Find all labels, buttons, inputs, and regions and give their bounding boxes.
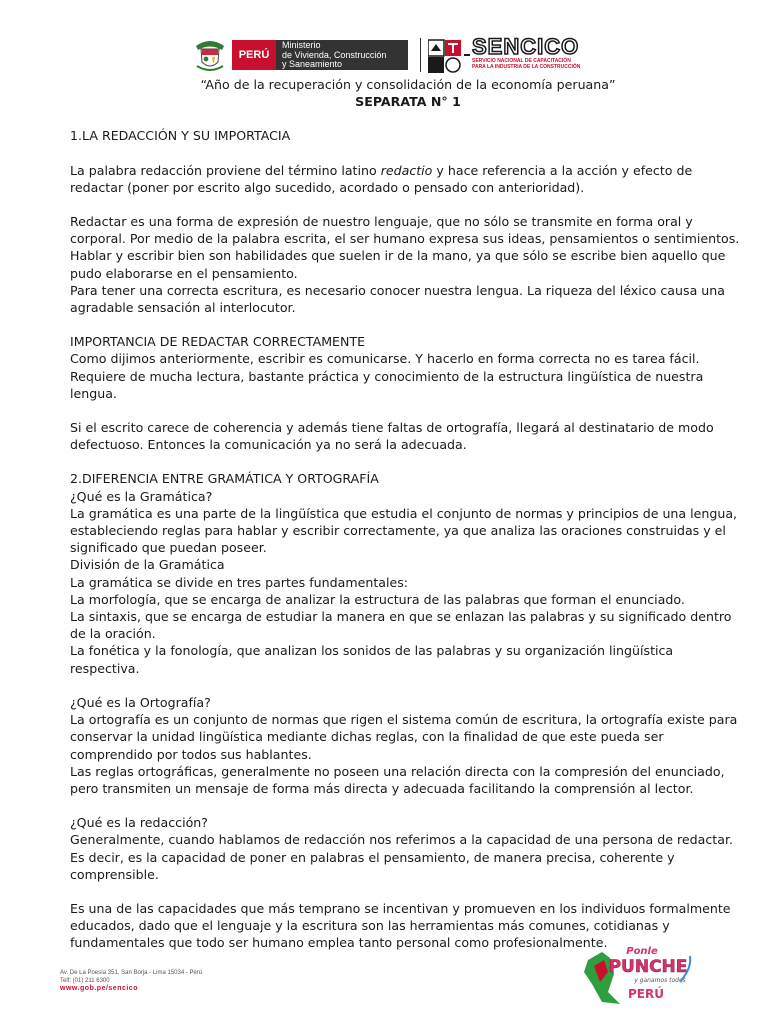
p1-latin-term: redactio xyxy=(380,162,433,178)
ponle-punche-peru-logo xyxy=(580,938,710,1008)
question-orthography: ¿Qué es la Ortografía? xyxy=(70,694,211,710)
paragraph-early-capacity: Es una de las capacidades que más temprano se incentivan y promueven en los individuos formalmente educados, dado que el lenguaje y la escritura son las herramientas más comunes, cotidianas y fundamentales que todo ser humano emplea tanto personal como profesionalmente. xyxy=(70,900,731,951)
paragraph-redaction-capacity: Generalmente, cuando hablamos de redacción nos referimos a la capacidad de una persona de redactar. Es decir, es la capacidad de poner en palabras el pensamiento, de manera precisa, coherente y comprensible. xyxy=(70,832,733,882)
paragraph-syntax: La sintaxis, que se encarga de estudiar la manera en que se enlazan las palabras y su significado dentro de la oración. xyxy=(70,609,732,642)
letterhead xyxy=(0,36,768,76)
paragraph-orthography-definition: La ortografía es un conjunto de normas que rigen el sistema común de escritura, la ortografía existe para conservar la unidad lingüística mediante dichas reglas, con la finalidad de que este pueda ser comprendido por todos sus hablantes. xyxy=(70,712,738,762)
grammar-division-heading: División de la Gramática xyxy=(70,557,225,573)
logo-divider xyxy=(420,38,421,72)
paragraph-phonetics: La fonética y la fonología, que analizan los sonidos de las palabras y su organización lingüística respectiva. xyxy=(70,643,674,676)
peru-label-box xyxy=(232,40,276,70)
question-grammar: ¿Qué es la Gramática? xyxy=(70,488,213,504)
ministry-line-1: Ministerio xyxy=(282,40,321,50)
paragraph-communication: Como dijimos anteriormente, escribir es comunicarse. Y hacerlo en forma correcta no es tarea fácil. Requiere de mucha lectura, bastante práctica y conocimiento de la estructura lingüística de nuestra lengua. xyxy=(70,351,704,401)
peru-label: PERÚ xyxy=(238,49,270,61)
campaign-punche-text: PUNCHE xyxy=(608,957,688,977)
year-motto: “Año de la recuperación y consolidación de la economía peruana” xyxy=(200,77,616,92)
paragraph-morphology: La morfología, que se encarga de analizar la estructura de las palabras que forman el enunciado. xyxy=(70,591,685,607)
paragraph-grammar-parts: La gramática se divide en tres partes fundamentales: xyxy=(70,574,409,590)
section-2-heading: 2.DIFERENCIA ENTRE GRAMÁTICA Y ORTOGRAFÍA xyxy=(70,471,379,487)
paragraph-speak-write: Hablar y escribir bien son habilidades que suelen ir de la mano, ya que sólo se escribe bien aquello que pudo elaborarse en el pensamiento. xyxy=(70,248,726,281)
sencico-subtitle xyxy=(472,58,618,70)
campaign-peru-text: PERÚ xyxy=(628,987,664,1001)
paragraph-coherence: Si el escrito carece de coherencia y además tiene faltas de ortografía, llegará al destinatario de modo defectuoso. Entonces la comunicación ya no será la adecuada. xyxy=(70,420,714,453)
footer-contact xyxy=(60,969,202,993)
sencico-wordmark: SENCICO xyxy=(472,34,580,59)
campaign-ponle-text: Ponle xyxy=(626,946,658,957)
footer-website-link[interactable]: www.gob.pe/sencico xyxy=(60,985,138,992)
importance-heading: IMPORTANCIA DE REDACTAR CORRECTAMENTE xyxy=(70,334,366,350)
paragraph-correct-writing: Para tener una correcta escritura, es necesario conocer nuestra lengua. La riqueza del léxico causa una agradable sensación al interlocutor. xyxy=(70,282,725,316)
sencico-subtitle-line-2: PARA LA INDUSTRIA DE LA CONSTRUCCIÓN xyxy=(472,64,581,70)
question-redaction: ¿Qué es la redacción? xyxy=(70,815,208,831)
peru-coat-of-arms-icon xyxy=(192,38,228,74)
ministry-line-3: y Saneamiento xyxy=(282,59,343,70)
p1-text-before: La palabra redacción proviene del término latino xyxy=(70,162,381,178)
sencico-subtitle-line-1: SERVICIO NACIONAL DE CAPACITACIÓN xyxy=(472,58,571,64)
paragraph-grammar-definition: La gramática es una parte de la lingüística que estudia el conjunto de normas y principios de una lengua, estableciendo reglas para hablar y escribir correctamente, ya que analiza las oraciones construidas y el significado que puedan poseer. xyxy=(70,505,738,556)
campaign-ganamos-text: y ganamos todos xyxy=(634,977,686,984)
paragraph-redaction-origin xyxy=(70,162,746,196)
document-body xyxy=(70,76,746,952)
ministry-line-2: de Vivienda, Construcción xyxy=(282,49,387,60)
document-title: SEPARATA N° 1 xyxy=(355,94,461,110)
p1-text-after: y hace referencia a la acción y efecto de redactar (poner por escrito algo sucedido, acordado o pensado con anterioridad). xyxy=(70,162,693,195)
ministry-label-box xyxy=(276,40,408,70)
section-1-heading: 1.LA REDACCIÓN Y SU IMPORTACIA xyxy=(70,128,291,144)
paragraph-expression: Redactar es una forma de expresión de nuestro lenguaje, que no sólo se transmite en forma oral y corporal. Por medio de la palabra escrita, el ser humano expresa sus ideas, pensamientos o sentimientos. xyxy=(70,214,740,247)
footer-phone: Telf: (01) 211 6300 xyxy=(60,978,110,984)
paragraph-orthographic-rules: Las reglas ortográficas, generalmente no poseen una relación directa con la compresión del enunciado, pero transmiten un mensaje de forma más directa y adecuada facilitando la comprensión al lector. xyxy=(70,763,725,796)
footer-address: Av. De La Poesía 351, San Borja - Lima 15034 - Perú xyxy=(60,970,203,976)
